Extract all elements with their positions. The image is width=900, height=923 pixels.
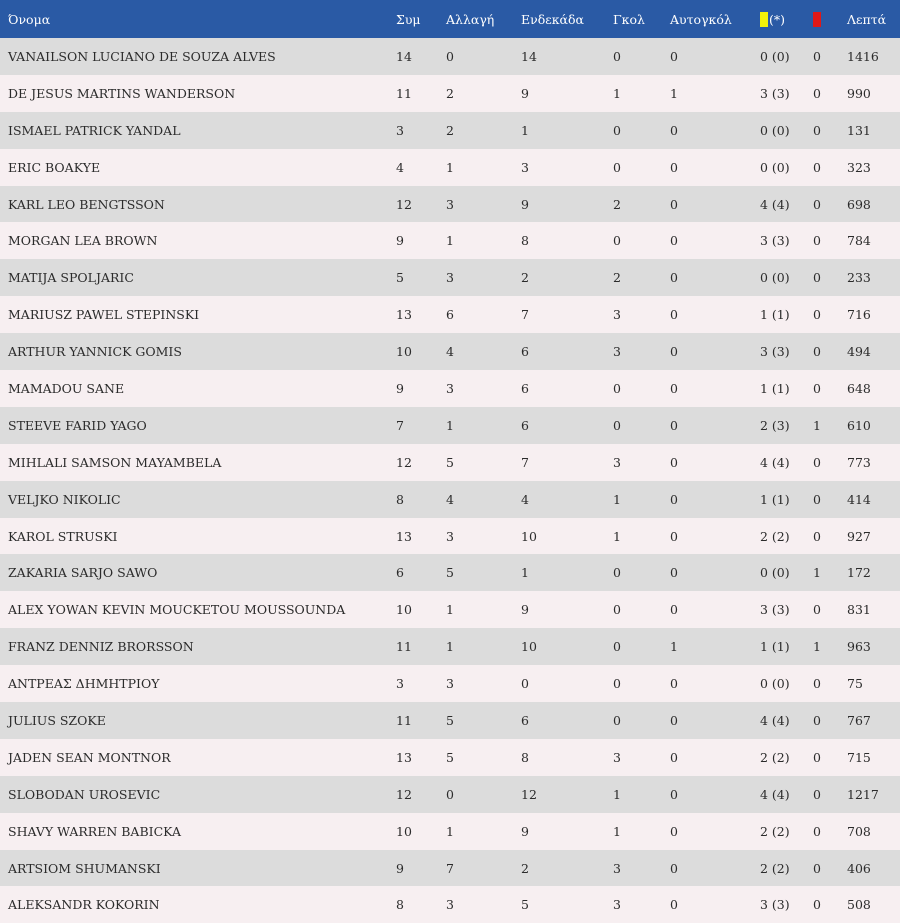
cell-subs: 2 (446, 85, 454, 101)
table-row[interactable] (0, 149, 900, 186)
cell-own-goals: 0 (670, 860, 678, 876)
cell-minutes: 1416 (847, 48, 879, 64)
cell-yellow-cards: 0 (0) (760, 676, 790, 692)
table-row[interactable] (0, 75, 900, 112)
cell-yellow-cards: 2 (2) (760, 528, 790, 544)
cell-name[interactable]: ALEX YOWAN KEVIN MOUCKETOU MOUSSOUNDA (8, 602, 346, 618)
table-row[interactable] (0, 259, 900, 296)
table-row[interactable] (0, 518, 900, 555)
cell-red-cards: 1 (813, 417, 821, 433)
cell-red-cards: 0 (813, 122, 821, 138)
cell-red-cards: 1 (813, 639, 821, 655)
cell-goals: 0 (613, 233, 621, 249)
cell-goals: 0 (613, 565, 621, 581)
cell-apps: 8 (396, 491, 404, 507)
cell-yellow-cards: 0 (0) (760, 270, 790, 286)
cell-name[interactable]: FRANZ DENNIZ BRORSSON (8, 639, 194, 655)
table-header-row (0, 0, 900, 38)
cell-own-goals: 0 (670, 823, 678, 839)
cell-red-cards: 0 (813, 749, 821, 765)
cell-name[interactable]: ARTHUR YANNICK GOMIS (8, 344, 182, 360)
cell-yellow-cards: 3 (3) (760, 85, 790, 101)
cell-minutes: 773 (847, 454, 871, 470)
cell-goals: 1 (613, 85, 621, 101)
cell-goals: 0 (613, 417, 621, 433)
cell-starts: 6 (521, 380, 529, 396)
cell-name[interactable]: MIHLALI SAMSON MAYAMBELA (8, 454, 222, 470)
cell-own-goals: 0 (670, 344, 678, 360)
cell-goals: 0 (613, 122, 621, 138)
cell-subs: 2 (446, 122, 454, 138)
cell-subs: 0 (446, 786, 454, 802)
cell-minutes: 708 (847, 823, 871, 839)
cell-apps: 13 (396, 307, 412, 323)
cell-red-cards: 0 (813, 454, 821, 470)
cell-name[interactable]: VELJKO NIKOLIC (8, 491, 121, 507)
header-own-goals[interactable]: Αυτογκόλ (670, 11, 732, 27)
cell-red-cards: 0 (813, 491, 821, 507)
cell-apps: 4 (396, 159, 404, 175)
cell-goals: 3 (613, 749, 621, 765)
cell-yellow-cards: 2 (3) (760, 417, 790, 433)
cell-yellow-cards: 3 (3) (760, 897, 790, 913)
cell-subs: 3 (446, 196, 454, 212)
cell-minutes: 648 (847, 380, 871, 396)
cell-apps: 5 (396, 270, 404, 286)
cell-own-goals: 0 (670, 712, 678, 728)
cell-apps: 10 (396, 602, 412, 618)
table-body (0, 38, 900, 923)
cell-red-cards: 0 (813, 307, 821, 323)
cell-red-cards: 1 (813, 565, 821, 581)
cell-yellow-cards: 2 (2) (760, 823, 790, 839)
cell-apps: 12 (396, 196, 412, 212)
cell-subs: 4 (446, 344, 454, 360)
cell-own-goals: 0 (670, 233, 678, 249)
cell-own-goals: 0 (670, 159, 678, 175)
cell-minutes: 610 (847, 417, 871, 433)
table-row[interactable] (0, 776, 900, 813)
cell-name[interactable]: KARL LEO BENGTSSON (8, 196, 165, 212)
cell-goals: 0 (613, 48, 621, 64)
cell-starts: 10 (521, 639, 537, 655)
cell-subs: 0 (446, 48, 454, 64)
cell-own-goals: 0 (670, 196, 678, 212)
header-subs[interactable]: Αλλαγή (446, 11, 495, 27)
cell-apps: 9 (396, 860, 404, 876)
cell-name[interactable]: ARTSIOM SHUMANSKI (8, 860, 161, 876)
cell-subs: 7 (446, 860, 454, 876)
cell-goals: 0 (613, 676, 621, 692)
cell-starts: 14 (521, 48, 537, 64)
cell-red-cards: 0 (813, 528, 821, 544)
cell-yellow-cards: 0 (0) (760, 159, 790, 175)
cell-starts: 9 (521, 196, 529, 212)
cell-starts: 9 (521, 823, 529, 839)
cell-starts: 2 (521, 860, 529, 876)
cell-own-goals: 0 (670, 528, 678, 544)
cell-own-goals: 1 (670, 639, 678, 655)
table-row[interactable] (0, 702, 900, 739)
cell-own-goals: 0 (670, 270, 678, 286)
header-minutes[interactable]: Λεπτά (847, 11, 887, 27)
cell-apps: 13 (396, 528, 412, 544)
cell-subs: 3 (446, 380, 454, 396)
cell-minutes: 172 (847, 565, 871, 581)
cell-starts: 8 (521, 233, 529, 249)
cell-name[interactable]: ZAKARIA SARJO SAWO (8, 565, 158, 581)
cell-minutes: 767 (847, 712, 871, 728)
cell-yellow-cards: 1 (1) (760, 491, 790, 507)
cell-own-goals: 0 (670, 417, 678, 433)
cell-starts: 10 (521, 528, 537, 544)
cell-goals: 0 (613, 639, 621, 655)
cell-red-cards: 0 (813, 676, 821, 692)
cell-red-cards: 0 (813, 233, 821, 249)
table-row[interactable] (0, 296, 900, 333)
cell-own-goals: 0 (670, 676, 678, 692)
cell-goals: 3 (613, 897, 621, 913)
cell-starts: 9 (521, 85, 529, 101)
cell-own-goals: 0 (670, 565, 678, 581)
cell-minutes: 716 (847, 307, 871, 323)
cell-name[interactable]: JULIUS SZOKE (8, 712, 106, 728)
cell-yellow-cards: 3 (3) (760, 344, 790, 360)
cell-name[interactable]: ERIC BOAKYE (8, 159, 101, 175)
cell-own-goals: 0 (670, 380, 678, 396)
cell-yellow-cards: 2 (2) (760, 749, 790, 765)
cell-minutes: 715 (847, 749, 871, 765)
cell-minutes: 927 (847, 528, 871, 544)
cell-subs: 1 (446, 417, 454, 433)
cell-goals: 1 (613, 528, 621, 544)
cell-subs: 3 (446, 897, 454, 913)
table-row[interactable] (0, 333, 900, 370)
cell-apps: 9 (396, 233, 404, 249)
cell-own-goals: 0 (670, 602, 678, 618)
cell-yellow-cards: 1 (1) (760, 307, 790, 323)
cell-own-goals: 0 (670, 897, 678, 913)
cell-apps: 11 (396, 85, 412, 101)
cell-yellow-cards: 1 (1) (760, 639, 790, 655)
cell-subs: 5 (446, 454, 454, 470)
cell-yellow-cards: 0 (0) (760, 48, 790, 64)
cell-red-cards: 0 (813, 196, 821, 212)
cell-apps: 10 (396, 344, 412, 360)
cell-starts: 1 (521, 122, 529, 138)
table-row[interactable] (0, 628, 900, 665)
cell-yellow-cards: 4 (4) (760, 712, 790, 728)
cell-apps: 3 (396, 676, 404, 692)
cell-name[interactable]: VANAILSON LUCIANO DE SOUZA ALVES (8, 48, 276, 64)
cell-name[interactable]: MARIUSZ PAWEL STEPINSKI (8, 307, 200, 323)
cell-own-goals: 0 (670, 491, 678, 507)
cell-apps: 7 (396, 417, 404, 433)
cell-name[interactable]: ΑΝΤΡΕΑΣ ΔΗΜΗΤΡΙΟΥ (8, 676, 160, 692)
cell-yellow-cards: 2 (2) (760, 860, 790, 876)
cell-starts: 3 (521, 159, 529, 175)
table-row[interactable] (0, 665, 900, 702)
cell-starts: 2 (521, 270, 529, 286)
table-row[interactable] (0, 370, 900, 407)
cell-goals: 3 (613, 860, 621, 876)
cell-starts: 7 (521, 454, 529, 470)
cell-subs: 4 (446, 491, 454, 507)
cell-yellow-cards: 0 (0) (760, 565, 790, 581)
table-row[interactable] (0, 739, 900, 776)
cell-red-cards: 0 (813, 344, 821, 360)
cell-goals: 1 (613, 491, 621, 507)
cell-name[interactable]: MAMADOU SANE (8, 380, 125, 396)
cell-goals: 3 (613, 307, 621, 323)
table-row[interactable] (0, 444, 900, 481)
cell-minutes: 990 (847, 85, 871, 101)
cell-subs: 1 (446, 639, 454, 655)
header-red-cards[interactable] (813, 0, 847, 38)
cell-name[interactable]: SHAVY WARREN BABICKA (8, 823, 181, 839)
cell-apps: 10 (396, 823, 412, 839)
table-row[interactable] (0, 38, 900, 75)
cell-minutes: 1217 (847, 786, 879, 802)
cell-starts: 12 (521, 786, 537, 802)
cell-yellow-cards: 1 (1) (760, 380, 790, 396)
header-apps[interactable]: Συμ (396, 11, 421, 27)
cell-red-cards: 0 (813, 48, 821, 64)
table-row[interactable] (0, 850, 900, 887)
cell-name[interactable]: KAROL STRUSKI (8, 528, 118, 544)
cell-minutes: 233 (847, 270, 871, 286)
cell-goals: 0 (613, 159, 621, 175)
cell-own-goals: 0 (670, 454, 678, 470)
cell-goals: 2 (613, 196, 621, 212)
cell-minutes: 406 (847, 860, 871, 876)
cell-subs: 1 (446, 823, 454, 839)
cell-apps: 3 (396, 122, 404, 138)
cell-name[interactable]: DE JESUS MARTINS WANDERSON (8, 85, 236, 101)
table-row[interactable] (0, 554, 900, 591)
cell-goals: 3 (613, 344, 621, 360)
cell-goals: 0 (613, 602, 621, 618)
cell-subs: 3 (446, 528, 454, 544)
cell-minutes: 831 (847, 602, 871, 618)
cell-apps: 11 (396, 712, 412, 728)
cell-yellow-cards: 3 (3) (760, 602, 790, 618)
table-row[interactable] (0, 407, 900, 444)
cell-own-goals: 0 (670, 122, 678, 138)
cell-goals: 0 (613, 712, 621, 728)
cell-red-cards: 0 (813, 712, 821, 728)
cell-apps: 9 (396, 380, 404, 396)
cell-subs: 5 (446, 565, 454, 581)
cell-subs: 6 (446, 307, 454, 323)
cell-minutes: 75 (847, 676, 863, 692)
cell-subs: 1 (446, 602, 454, 618)
cell-goals: 1 (613, 823, 621, 839)
cell-apps: 11 (396, 639, 412, 655)
cell-yellow-cards: 4 (4) (760, 786, 790, 802)
cell-starts: 7 (521, 307, 529, 323)
cell-red-cards: 0 (813, 786, 821, 802)
table-row[interactable] (0, 591, 900, 628)
red-card-icon (813, 12, 821, 27)
cell-name[interactable]: ISMAEL PATRICK YANDAL (8, 122, 181, 138)
cell-red-cards: 0 (813, 897, 821, 913)
cell-starts: 9 (521, 602, 529, 618)
table-row[interactable] (0, 222, 900, 259)
cell-name[interactable]: STEEVE FARID YAGO (8, 417, 147, 433)
cell-red-cards: 0 (813, 380, 821, 396)
cell-name[interactable]: MORGAN LEA BROWN (8, 233, 158, 249)
cell-goals: 1 (613, 786, 621, 802)
cell-goals: 0 (613, 380, 621, 396)
cell-own-goals: 0 (670, 48, 678, 64)
cell-yellow-cards: 0 (0) (760, 122, 790, 138)
cell-starts: 6 (521, 344, 529, 360)
yellow-card-icon (760, 12, 768, 27)
header-goals[interactable]: Γκολ (613, 11, 645, 27)
cell-apps: 8 (396, 897, 404, 913)
cell-subs: 5 (446, 749, 454, 765)
cell-starts: 5 (521, 897, 529, 913)
cell-subs: 1 (446, 233, 454, 249)
cell-subs: 3 (446, 676, 454, 692)
cell-own-goals: 0 (670, 307, 678, 323)
cell-goals: 3 (613, 454, 621, 470)
cell-own-goals: 0 (670, 786, 678, 802)
header-yellow-suffix: (*) (769, 11, 786, 27)
cell-yellow-cards: 3 (3) (760, 233, 790, 249)
cell-name[interactable]: JADEN SEAN MONTNOR (8, 749, 171, 765)
cell-starts: 6 (521, 417, 529, 433)
cell-subs: 5 (446, 712, 454, 728)
cell-subs: 1 (446, 159, 454, 175)
cell-apps: 6 (396, 565, 404, 581)
cell-apps: 13 (396, 749, 412, 765)
cell-apps: 12 (396, 454, 412, 470)
cell-minutes: 963 (847, 639, 871, 655)
cell-red-cards: 0 (813, 860, 821, 876)
table-row[interactable] (0, 813, 900, 850)
cell-name[interactable]: ALEKSANDR KOKORIN (8, 897, 160, 913)
header-starts[interactable]: Ενδεκάδα (521, 11, 584, 27)
cell-red-cards: 0 (813, 159, 821, 175)
cell-red-cards: 0 (813, 823, 821, 839)
cell-red-cards: 0 (813, 602, 821, 618)
header-yellow-cards[interactable] (760, 0, 813, 38)
cell-minutes: 494 (847, 344, 871, 360)
cell-subs: 3 (446, 270, 454, 286)
cell-name[interactable]: SLOBODAN UROSEVIC (8, 786, 161, 802)
header-name[interactable]: Όνομα (8, 11, 51, 27)
cell-own-goals: 0 (670, 749, 678, 765)
cell-starts: 6 (521, 712, 529, 728)
table-row[interactable] (0, 112, 900, 149)
cell-goals: 2 (613, 270, 621, 286)
cell-starts: 0 (521, 676, 529, 692)
cell-red-cards: 0 (813, 85, 821, 101)
cell-red-cards: 0 (813, 270, 821, 286)
cell-minutes: 508 (847, 897, 871, 913)
cell-minutes: 414 (847, 491, 871, 507)
cell-minutes: 698 (847, 196, 871, 212)
cell-minutes: 323 (847, 159, 871, 175)
cell-minutes: 131 (847, 122, 871, 138)
cell-apps: 12 (396, 786, 412, 802)
table-row[interactable] (0, 186, 900, 223)
cell-apps: 14 (396, 48, 412, 64)
cell-minutes: 784 (847, 233, 871, 249)
cell-yellow-cards: 4 (4) (760, 454, 790, 470)
cell-name[interactable]: MATIJA SPOLJARIC (8, 270, 134, 286)
cell-yellow-cards: 4 (4) (760, 196, 790, 212)
cell-starts: 1 (521, 565, 529, 581)
cell-starts: 8 (521, 749, 529, 765)
cell-starts: 4 (521, 491, 529, 507)
cell-own-goals: 1 (670, 85, 678, 101)
table-row[interactable] (0, 481, 900, 518)
